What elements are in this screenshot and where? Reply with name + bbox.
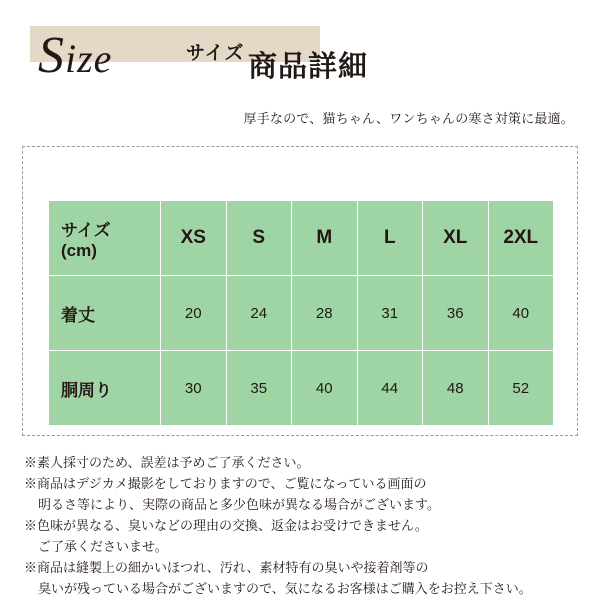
note-line-6: ※商品は縫製上の細かいほつれ、汚れ、素材特有の臭いや接着剤等の: [24, 560, 429, 576]
table-cell-girth-2xl: 52: [488, 351, 554, 426]
table-row: [49, 351, 554, 426]
table-header-s: S: [226, 201, 292, 276]
table-row: [49, 276, 554, 351]
table-header-xl: XL: [423, 201, 489, 276]
table-cell-length-2xl: 40: [488, 276, 554, 351]
header-size-script-capital: S: [38, 27, 65, 84]
table-header-l: L: [357, 201, 423, 276]
table-header-xs: XS: [161, 201, 227, 276]
table-cell-girth-xs: 30: [161, 351, 227, 426]
table-corner-line2: (cm): [61, 240, 97, 260]
table-cell-girth-l: 44: [357, 351, 423, 426]
page-header: [0, 0, 600, 86]
table-cell-length-m: 28: [292, 276, 358, 351]
table-cell-girth-s: 35: [226, 351, 292, 426]
header-kana-label: サイズ: [186, 43, 245, 64]
note-line-7: 臭いが残っている場合がございますので、気になるお客様はご購入をお控え下さい。: [38, 581, 532, 597]
note-line-3: 明るさ等により、実際の商品と多少色味が異なる場合がございます。: [38, 497, 440, 513]
note-line-5: ご了承くださいませ。: [38, 539, 168, 555]
table-cell-length-xs: 20: [161, 276, 227, 351]
table-corner-line1: サイズ: [61, 220, 111, 240]
size-table: [48, 200, 554, 426]
table-cell-girth-m: 40: [292, 351, 358, 426]
table-row-label-length: 着丈: [49, 276, 161, 351]
table-cell-length-l: 31: [357, 276, 423, 351]
table-cell-girth-xl: 48: [423, 351, 489, 426]
table-cell-length-s: 24: [226, 276, 292, 351]
note-line-1: ※素人採寸のため、誤差は予めご了承ください。: [24, 455, 310, 470]
table-corner-cell: [49, 201, 161, 276]
header-size-script: [38, 27, 113, 84]
note-line-2: ※商品はデジカメ撮影をしておりますので、ご覧になっている画面の: [24, 476, 427, 492]
note-line-4: ※色味が異なる、臭いなどの理由の交換、返金はお受けできません。: [24, 518, 428, 534]
table-header-2xl: 2XL: [488, 201, 554, 276]
table-row-label-girth: 胴周り: [49, 351, 161, 426]
notes-block: [24, 452, 580, 599]
table-cell-length-xl: 36: [423, 276, 489, 351]
table-header-m: M: [292, 201, 358, 276]
lead-text: 厚手なので、猫ちゃん、ワンちゃんの寒さ対策に最適。: [243, 111, 574, 126]
page-title: 商品詳細: [248, 51, 369, 83]
header-size-script-rest: ize: [65, 36, 113, 81]
table-row-header: [49, 201, 554, 276]
